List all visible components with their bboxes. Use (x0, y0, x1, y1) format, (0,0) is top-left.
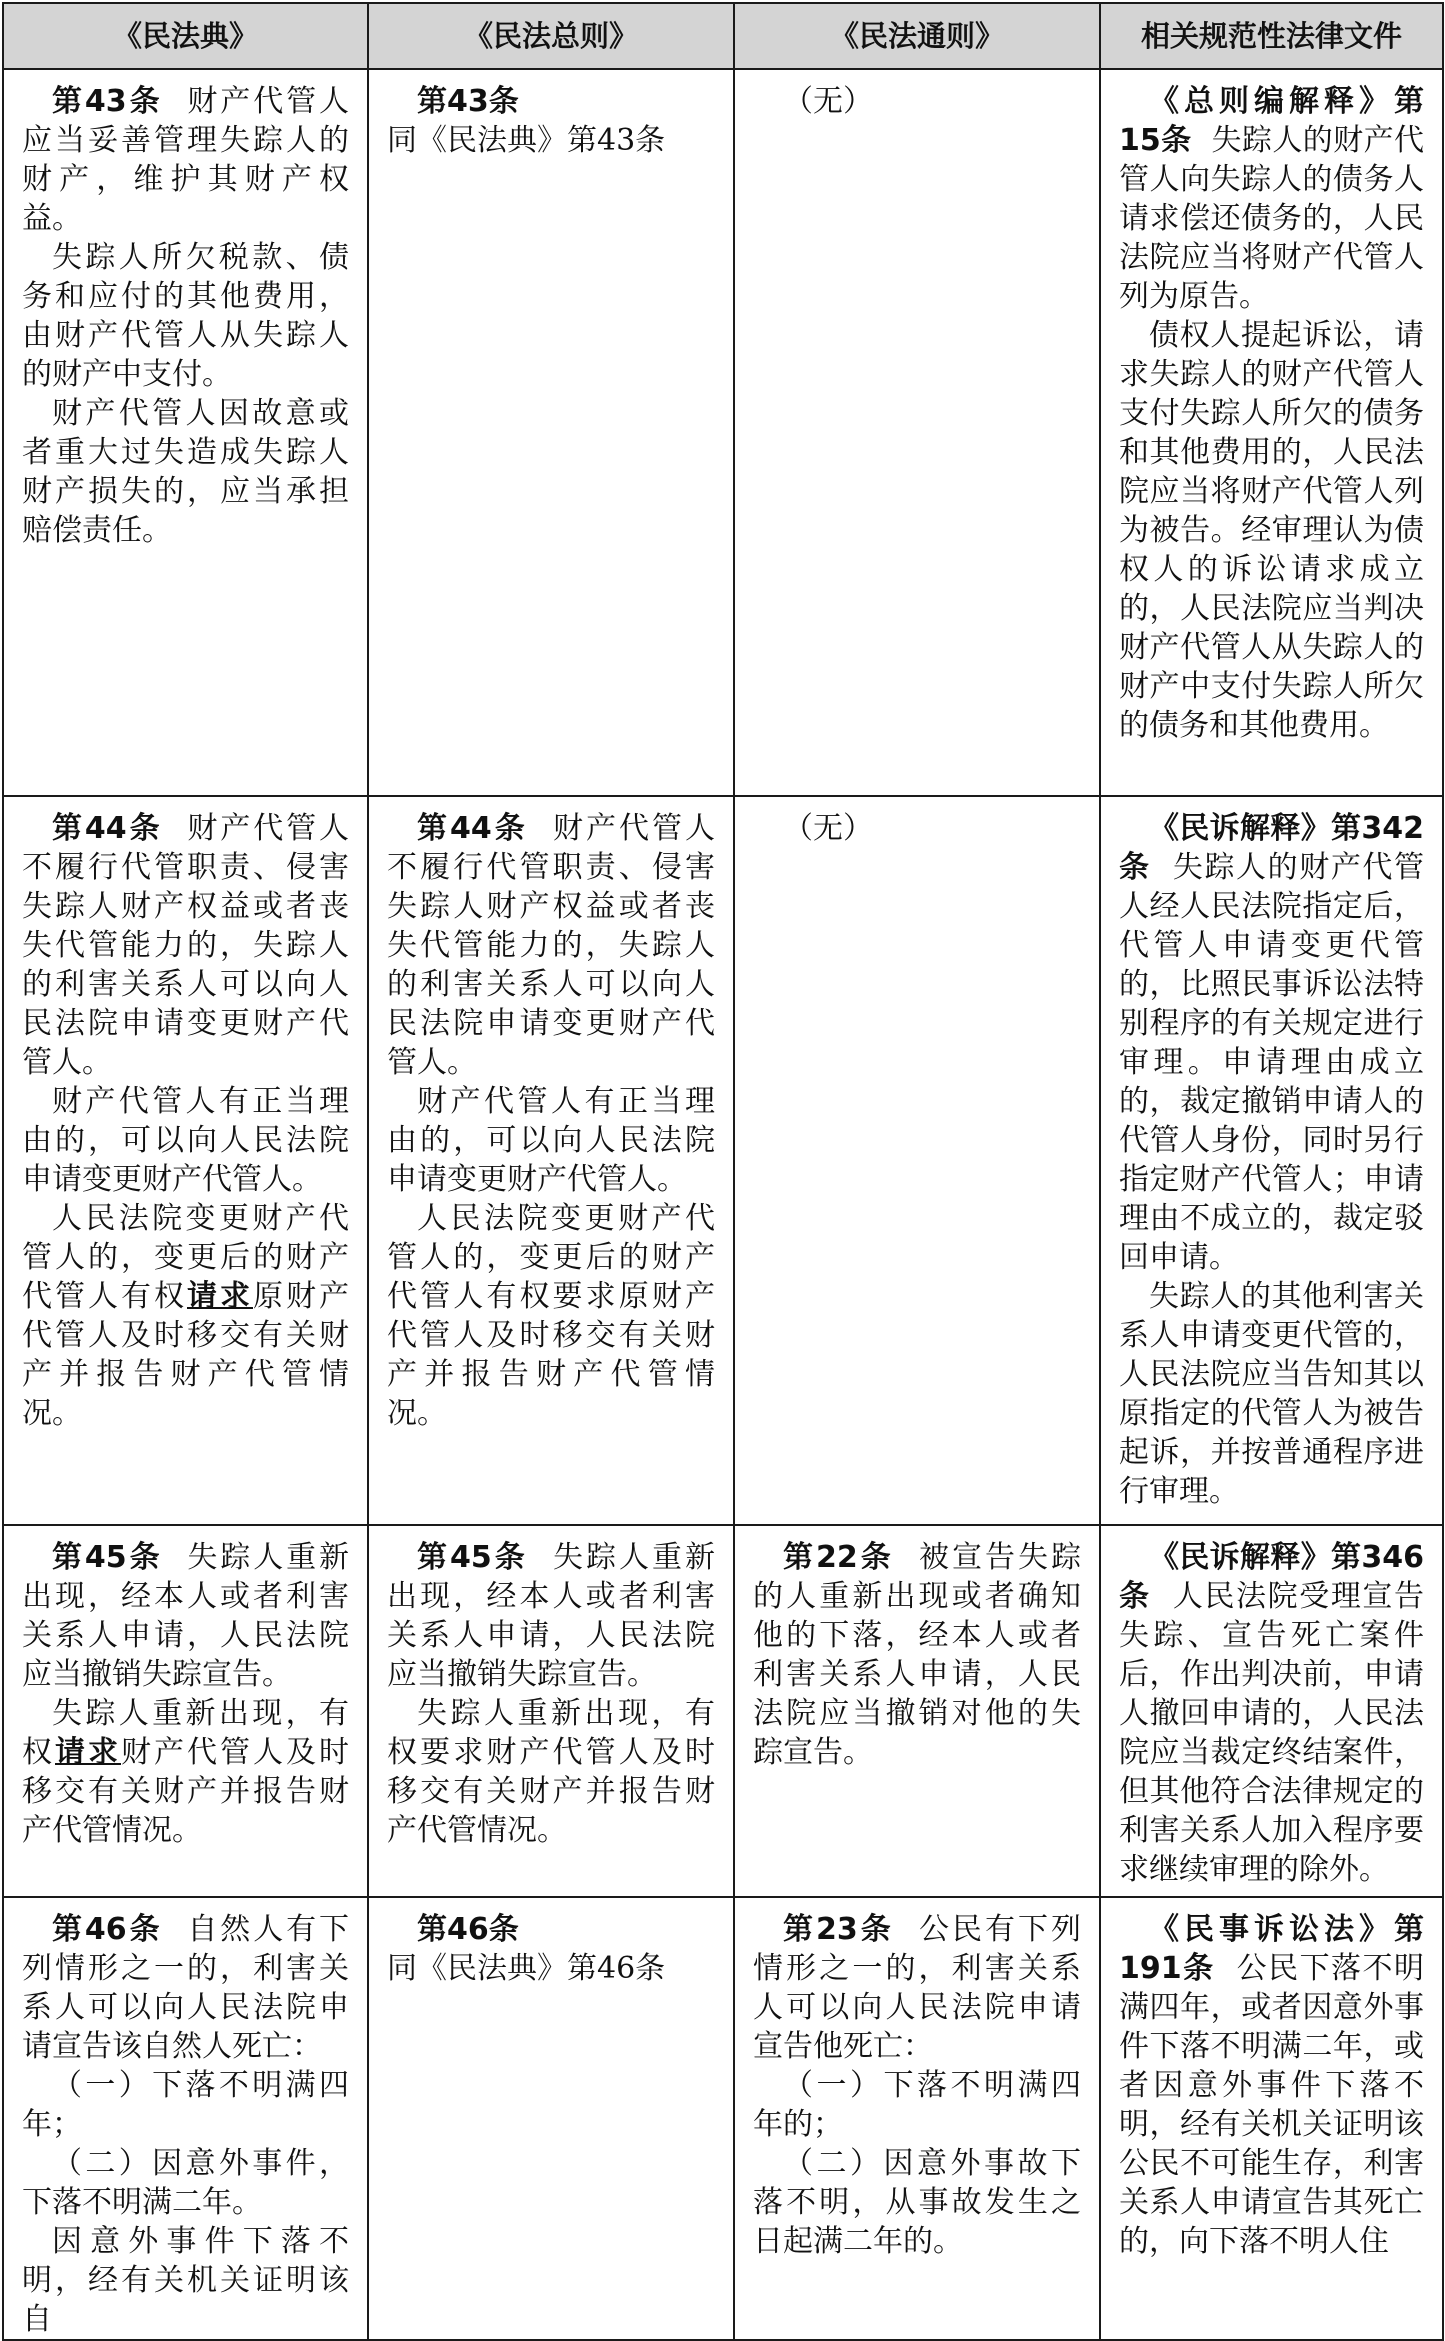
article-text: 失踪人的财产代管人经人民法院指定后，代管人申请变更代管的，比照民事诉讼法特别程序的有关规定进行审理。申请理由成立的，裁定撤销申请人的代管人身份，同时另行指定财产代管人；申请理由不成立的，裁定驳回申请。 (1119, 850, 1425, 1275)
paragraph (1119, 1910, 1424, 2261)
paragraph (387, 1538, 715, 1694)
document-reference: 《民事诉讼法》第191条 (1119, 1912, 1424, 1986)
paragraph (22, 1199, 349, 1433)
paragraph: 因意外事件下落不明，经有关机关证明该自 (22, 2224, 349, 2337)
article-number: 第46条 (417, 1912, 519, 1947)
article-text: 失踪人重新出现，经本人或者利害关系人申请，人民法院应当撤销失踪宣告。 (22, 1540, 350, 1692)
law-comparison-table (2, 2, 1444, 2341)
paragraph: 失踪人的其他利害关系人申请变更代管的，人民法院应当告知其以原指定的代管人为被告起诉，并按普通程序进行审理。 (1119, 1279, 1424, 1509)
text-segment: 失踪人重新出现，有权 (22, 1696, 349, 1770)
document-reference: 《民诉解释》第342条 (1119, 811, 1424, 885)
paragraph (753, 1910, 1081, 2066)
article-text: 财产代管人不履行代管职责、侵害失踪人财产权益或者丧失代管能力的，失踪人的利害关系人可以向人民法院申请变更财产代管人。 (387, 811, 716, 1080)
paragraph (22, 1910, 349, 2066)
general-principles-cell (734, 69, 1100, 796)
text-segment: 财产代管人及时移交有关财产并报告财产代管情况。 (22, 1735, 349, 1848)
article-number: 第44条 (52, 811, 163, 846)
article-text: 财产代管人不履行代管职责、侵害失踪人财产权益或者丧失代管能力的，失踪人的利害关系人可以向人民法院申请变更财产代管人。 (22, 811, 350, 1080)
civil-code-cell (3, 796, 368, 1525)
article-text: 被宣告失踪的人重新出现或者确知他的下落，经本人或者利害关系人申请，人民法院应当撤销对他的失踪宣告。 (753, 1540, 1082, 1770)
general-rules-cell (368, 796, 734, 1525)
general-principles-cell (734, 1897, 1100, 2340)
paragraph (22, 1538, 349, 1694)
table-row (3, 1897, 1443, 2340)
paragraph: 同《民法典》第43条 (387, 123, 666, 158)
paragraph: 人民法院变更财产代管人的，变更后的财产代管人有权要求原财产代管人及时移交有关财产并报告财产代管情况。 (387, 1201, 715, 1431)
article-text: 自然人有下列情形之一的，利害关系人可以向人民法院申请宣告该自然人死亡： (22, 1912, 350, 2064)
paragraph (387, 809, 715, 1082)
highlighted-change: 请求 (55, 1735, 121, 1770)
paragraph: 财产代管人有正当理由的，可以向人民法院申请变更财产代管人。 (387, 1084, 715, 1197)
article-text: 失踪人的财产代管人向失踪人的债务人请求偿还债务的，人民法院应当将财产代管人列为原告。 (1119, 123, 1425, 314)
table-row (3, 69, 1443, 796)
header-civil-code: 《民法典》 (3, 3, 368, 69)
highlighted-change: 请求 (187, 1279, 253, 1314)
table-header-row (3, 3, 1443, 69)
list-item: （二）因意外事件，下落不明满二年。 (22, 2146, 349, 2220)
article-number: 第44条 (417, 811, 528, 846)
civil-code-cell (3, 69, 368, 796)
article-text: 财产代管人应当妥善管理失踪人的财产，维护其财产权益。 (22, 84, 350, 236)
none-marker: （无） (783, 811, 873, 846)
paragraph (387, 82, 715, 121)
paragraph: 失踪人重新出现，有权要求财产代管人及时移交有关财产并报告财产代管情况。 (387, 1696, 715, 1848)
article-text: 失踪人重新出现，经本人或者利害关系人申请，人民法院应当撤销失踪宣告。 (387, 1540, 716, 1692)
document-reference: 《总则编解释》第15条 (1119, 84, 1424, 158)
article-text: 公民下落不明满四年，或者因意外事件下落不明满二年，或者因意外事件下落不明，经有关机关证明该公民不可能生存，利害关系人申请宣告其死亡的，向下落不明人住 (1119, 1951, 1424, 2259)
paragraph (22, 809, 349, 1082)
paragraph: 债权人提起诉讼，请求失踪人的财产代管人支付失踪人所欠的债务和其他费用的，人民法院应当将财产代管人列为被告。经审理认为债权人的诉讼请求成立的，人民法院应当判决财产代管人从失踪人的财产中支付失踪人所欠的债务和其他费用。 (1119, 318, 1424, 743)
list-item: （一）下落不明满四年； (22, 2068, 349, 2142)
paragraph (1119, 82, 1424, 316)
general-rules-cell (368, 1525, 734, 1897)
general-rules-cell (368, 1897, 734, 2340)
article-text: 公民有下列情形之一的，利害关系人可以向人民法院申请宣告他死亡： (753, 1912, 1082, 2064)
table-row (3, 796, 1443, 1525)
article-number: 第45条 (52, 1540, 163, 1575)
paragraph (1119, 809, 1424, 1277)
paragraph: 失踪人所欠税款、债务和应付的其他费用，由财产代管人从失踪人的财产中支付。 (22, 240, 349, 392)
paragraph (22, 82, 349, 238)
paragraph (753, 1538, 1081, 1772)
civil-code-cell (3, 1525, 368, 1897)
related-documents-cell (1100, 1897, 1443, 2340)
text-segment: 人民法院变更财产代管人的，变更后的财产代管人有权 (22, 1201, 349, 1314)
paragraph (1119, 1538, 1424, 1889)
article-number: 第22条 (783, 1540, 894, 1575)
article-number: 第45条 (417, 1540, 528, 1575)
article-text: 人民法院受理宣告失踪、宣告死亡案件后，作出判决前，申请人撤回申请的，人民法院应当裁定终结案件，但其他符合法律规定的利害关系人加入程序要求继续审理的除外。 (1119, 1579, 1425, 1887)
general-principles-cell (734, 796, 1100, 1525)
article-number: 第23条 (783, 1912, 894, 1947)
header-general-principles: 《民法通则》 (734, 3, 1100, 69)
related-documents-cell (1100, 1525, 1443, 1897)
article-number: 第43条 (52, 84, 163, 119)
list-item: （二）因意外事故下落不明，从事故发生之日起满二年的。 (753, 2146, 1081, 2259)
header-related-documents: 相关规范性法律文件 (1100, 3, 1443, 69)
related-documents-cell (1100, 796, 1443, 1525)
paragraph: 财产代管人因故意或者重大过失造成失踪人财产损失的，应当承担赔偿责任。 (22, 396, 349, 548)
header-general-rules: 《民法总则》 (368, 3, 734, 69)
related-documents-cell (1100, 69, 1443, 796)
paragraph (387, 1910, 715, 1949)
table-row (3, 1525, 1443, 1897)
civil-code-cell (3, 1897, 368, 2340)
document-reference: 《民诉解释》第346条 (1119, 1540, 1424, 1614)
general-principles-cell (734, 1525, 1100, 1897)
paragraph (22, 1694, 349, 1850)
general-rules-cell (368, 69, 734, 796)
article-number: 第46条 (52, 1912, 163, 1947)
paragraph: 财产代管人有正当理由的，可以向人民法院申请变更财产代管人。 (22, 1084, 349, 1197)
list-item: （一）下落不明满四年的； (753, 2068, 1081, 2142)
text-segment: 原财产代管人及时移交有关财产并报告财产代管情况。 (22, 1279, 349, 1431)
none-marker: （无） (783, 84, 873, 119)
paragraph: 同《民法典》第46条 (387, 1951, 666, 1986)
article-number: 第43条 (417, 84, 519, 119)
